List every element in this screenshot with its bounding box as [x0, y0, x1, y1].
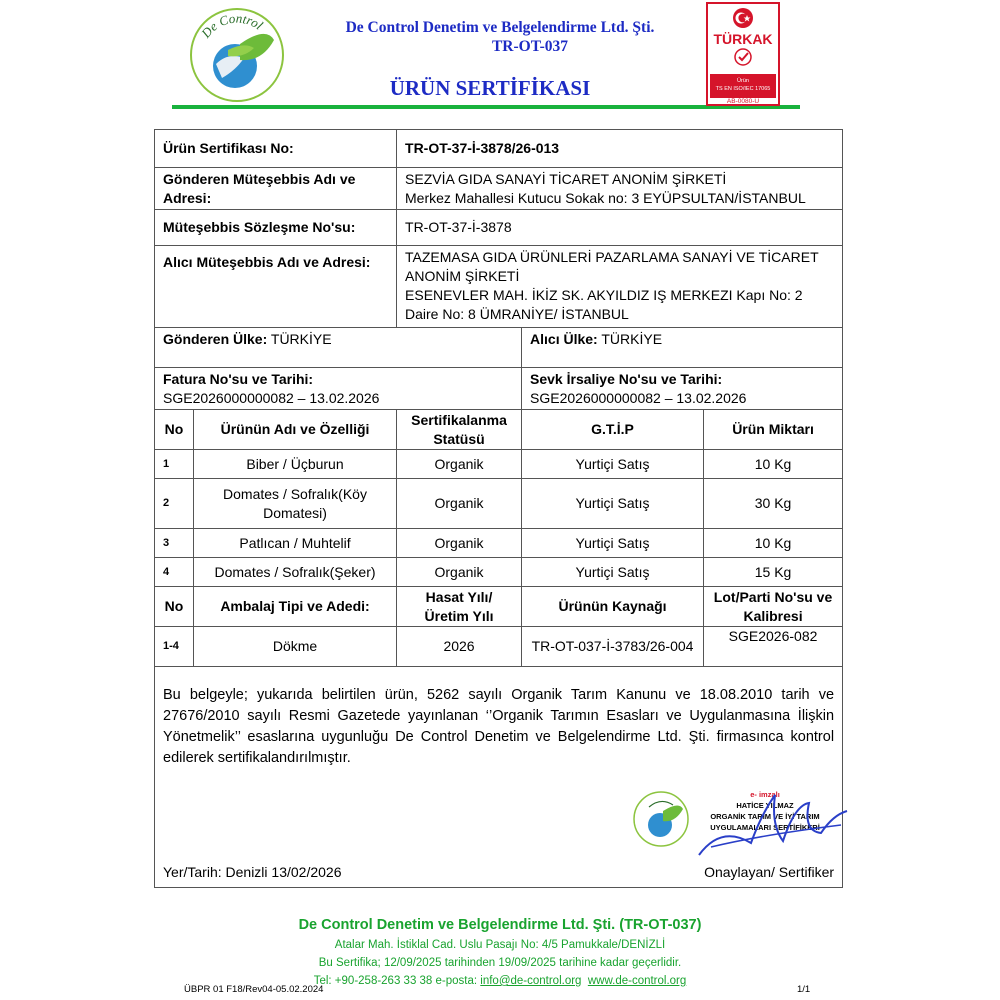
product-qty: 30 Kg [704, 479, 843, 529]
packaging-no: 1-4 [155, 627, 194, 667]
product-no: 2 [155, 479, 194, 529]
turkak-line1: Ürün [737, 78, 749, 84]
waybill-label: Sevk İrsaliye No'su ve Tarihi: [530, 370, 723, 387]
page-number: 1/1 [797, 984, 811, 995]
col-header: No [155, 410, 194, 450]
product-qty: 15 Kg [704, 558, 843, 587]
col-header: Ürün Miktarı [704, 410, 843, 450]
table-row [155, 529, 843, 558]
product-source: TR-OT-037-İ-3783/26-004 [522, 627, 704, 667]
packaging-header-row [155, 587, 843, 627]
product-status: Organik [397, 558, 522, 587]
col-header: Ambalaj Tipi ve Adedi: [194, 587, 397, 627]
sender-country-value: TÜRKİYE [270, 331, 332, 347]
place-date: Yer/Tarih: Denizli 13/02/2026 [163, 864, 342, 880]
footer-tel: Tel: +90-258-263 33 38 e-posta: [313, 975, 481, 987]
signer-title-2: UYGULAMALARI SERTİFİKERİ [710, 823, 820, 832]
product-name: Biber / Üçburun [194, 450, 397, 479]
sender-address: Merkez Mahallesi Kutucu Sokak no: 3 EYÜPSULTAN/İSTANBUL [405, 189, 806, 206]
products-header-row [155, 410, 843, 450]
table-row [155, 450, 843, 479]
invoice-value: SGE2026000000082 – 13.02.2026 [163, 389, 380, 406]
turkak-brand: TÜRKAK [713, 31, 773, 47]
turkak-line2: TS EN ISO/IEC 17065 [715, 86, 771, 92]
receiver-country [522, 328, 843, 368]
footer [200, 914, 800, 990]
sender-label: Gönderen Müteşebbis Adı ve Adresi: [155, 168, 397, 210]
product-status: Organik [397, 450, 522, 479]
certificate-title: ÜRÜN SERTİFİKASI [389, 76, 591, 100]
receiver-label: Alıcı Müteşebbis Adı ve Adresi: [155, 246, 397, 328]
receiver-value [397, 246, 843, 328]
approver-label: Onaylayan/ Sertifiker [704, 864, 835, 880]
sender-name: SEZVİA GIDA SANAYİ TİCARET ANONİM ŞİRKETİ [405, 170, 727, 187]
col-header: G.T.İ.P [522, 410, 704, 450]
receiver-country-label: Alıcı Ülke: [530, 331, 598, 347]
product-status: Organik [397, 479, 522, 529]
sender-country [155, 328, 522, 368]
e-signature-label: e- imzalı [750, 790, 780, 799]
cert-no-value: TR-OT-37-İ-3878/26-013 [397, 130, 843, 168]
packaging-type: Dökme [194, 627, 397, 667]
col-header: Ürünün Kaynağı [522, 587, 704, 627]
product-name: Patlıcan / Muhtelif [194, 529, 397, 558]
table-row [155, 479, 843, 529]
footer-email-link[interactable]: info@de-control.org [480, 975, 582, 987]
turkak-line3: AB-0080-U [726, 98, 760, 105]
waybill-value: SGE2026000000082 – 13.02.2026 [530, 389, 747, 406]
receiver-country-value: TÜRKİYE [601, 331, 663, 347]
col-header: Sertifikalanma Statüsü [397, 410, 522, 450]
receiver-address: ESENEVLER MAH. İKİZ SK. AKYILDIZ IŞ MERKEZI Kapı No: 2 Daire No: 8 ÜMRANİYE/ İSTANBUL [405, 287, 803, 322]
sender-country-label: Gönderen Ülke: [163, 331, 268, 347]
product-name: Domates / Sofralık(Şeker) [194, 558, 397, 587]
invoice-label: Fatura No'su ve Tarihi: [163, 370, 314, 387]
de-control-logo [188, 6, 286, 104]
col-header: Hasat Yılı/ Üretim Yılı [397, 587, 522, 627]
cert-no-label: Ürün Sertifikası No: [155, 130, 397, 168]
company-code: TR-OT-037 [491, 38, 569, 55]
lot-no: SGE2026-082 [704, 627, 843, 667]
company-header [300, 18, 700, 56]
col-header: Lot/Parti No'su ve Kalibresi [704, 587, 843, 627]
col-header: No [155, 587, 194, 627]
signer-title-1: ORGANİK TARIM VE İYİ TARIM [710, 812, 820, 821]
packaging-row [155, 627, 843, 667]
product-status: Organik [397, 529, 522, 558]
waybill-cell [522, 368, 843, 410]
footer-company: De Control Denetim ve Belgelendirme Ltd. Şti. (TR-OT-037) [298, 917, 702, 933]
product-no: 1 [155, 450, 194, 479]
handwritten-signature [691, 785, 851, 865]
logo-text: De Control [198, 10, 266, 41]
receiver-name: TAZEMASA GIDA ÜRÜNLERİ PAZARLAMA SANAYİ VE TİCARET ANONİM ŞİRKETİ [405, 249, 819, 284]
product-gtip: Yurtiçi Satış [522, 479, 704, 529]
product-gtip: Yurtiçi Satış [522, 529, 704, 558]
product-gtip: Yurtiçi Satış [522, 558, 704, 587]
product-gtip: Yurtiçi Satış [522, 450, 704, 479]
harvest-year: 2026 [397, 627, 522, 667]
stamp-logo [631, 789, 691, 849]
product-name: Domates / Sofralık(Köy Domatesi) [194, 479, 397, 529]
footer-address: Atalar Mah. İstiklal Cad. Uslu Pasajı No: 4/5 Pamukkale/DENİZLİ [334, 939, 666, 951]
invoice-cell [155, 368, 522, 410]
signer-name: HATİCE YILMAZ [736, 801, 794, 810]
product-no: 3 [155, 529, 194, 558]
col-header: Ürünün Adı ve Özelliği [194, 410, 397, 450]
footer-web-link[interactable]: www.de-control.org [587, 975, 687, 987]
sender-value [397, 168, 843, 210]
footer-validity: Bu Sertifika; 12/09/2025 tarihinden 19/09/2025 tarihine kadar geçerlidir. [318, 957, 682, 969]
certificate-table [154, 129, 843, 888]
product-qty: 10 Kg [704, 450, 843, 479]
statement-cell [155, 667, 843, 888]
turkak-badge [706, 2, 780, 106]
form-code: ÜBPR 01 F18/Rev04-05.02.2024 [184, 984, 324, 995]
contract-label: Müteşebbis Sözleşme No'su: [155, 210, 397, 246]
statement-text: Bu belgeyle; yukarıda belirtilen ürün, 5262 sayılı Organik Tarım Kanunu ve 18.08.2010 tarih ve 27676/2010 sayılı Resmi Gazetede yayınlanan ‘’Organik Tarımın Esasları ve Uygulanmasına İlişkin Yönetmelik’’ esaslarına uygunluğu De Control Denetim ve Belgelendirme Ltd. Şti. firmasınca kontrol edilerek sertifikalandırılmıştır. [163, 687, 835, 766]
table-row [155, 558, 843, 587]
company-name: De Control Denetim ve Belgelendirme Ltd. Şti. [345, 19, 655, 36]
product-qty: 10 Kg [704, 529, 843, 558]
product-no: 4 [155, 558, 194, 587]
contract-value: TR-OT-37-İ-3878 [397, 210, 843, 246]
